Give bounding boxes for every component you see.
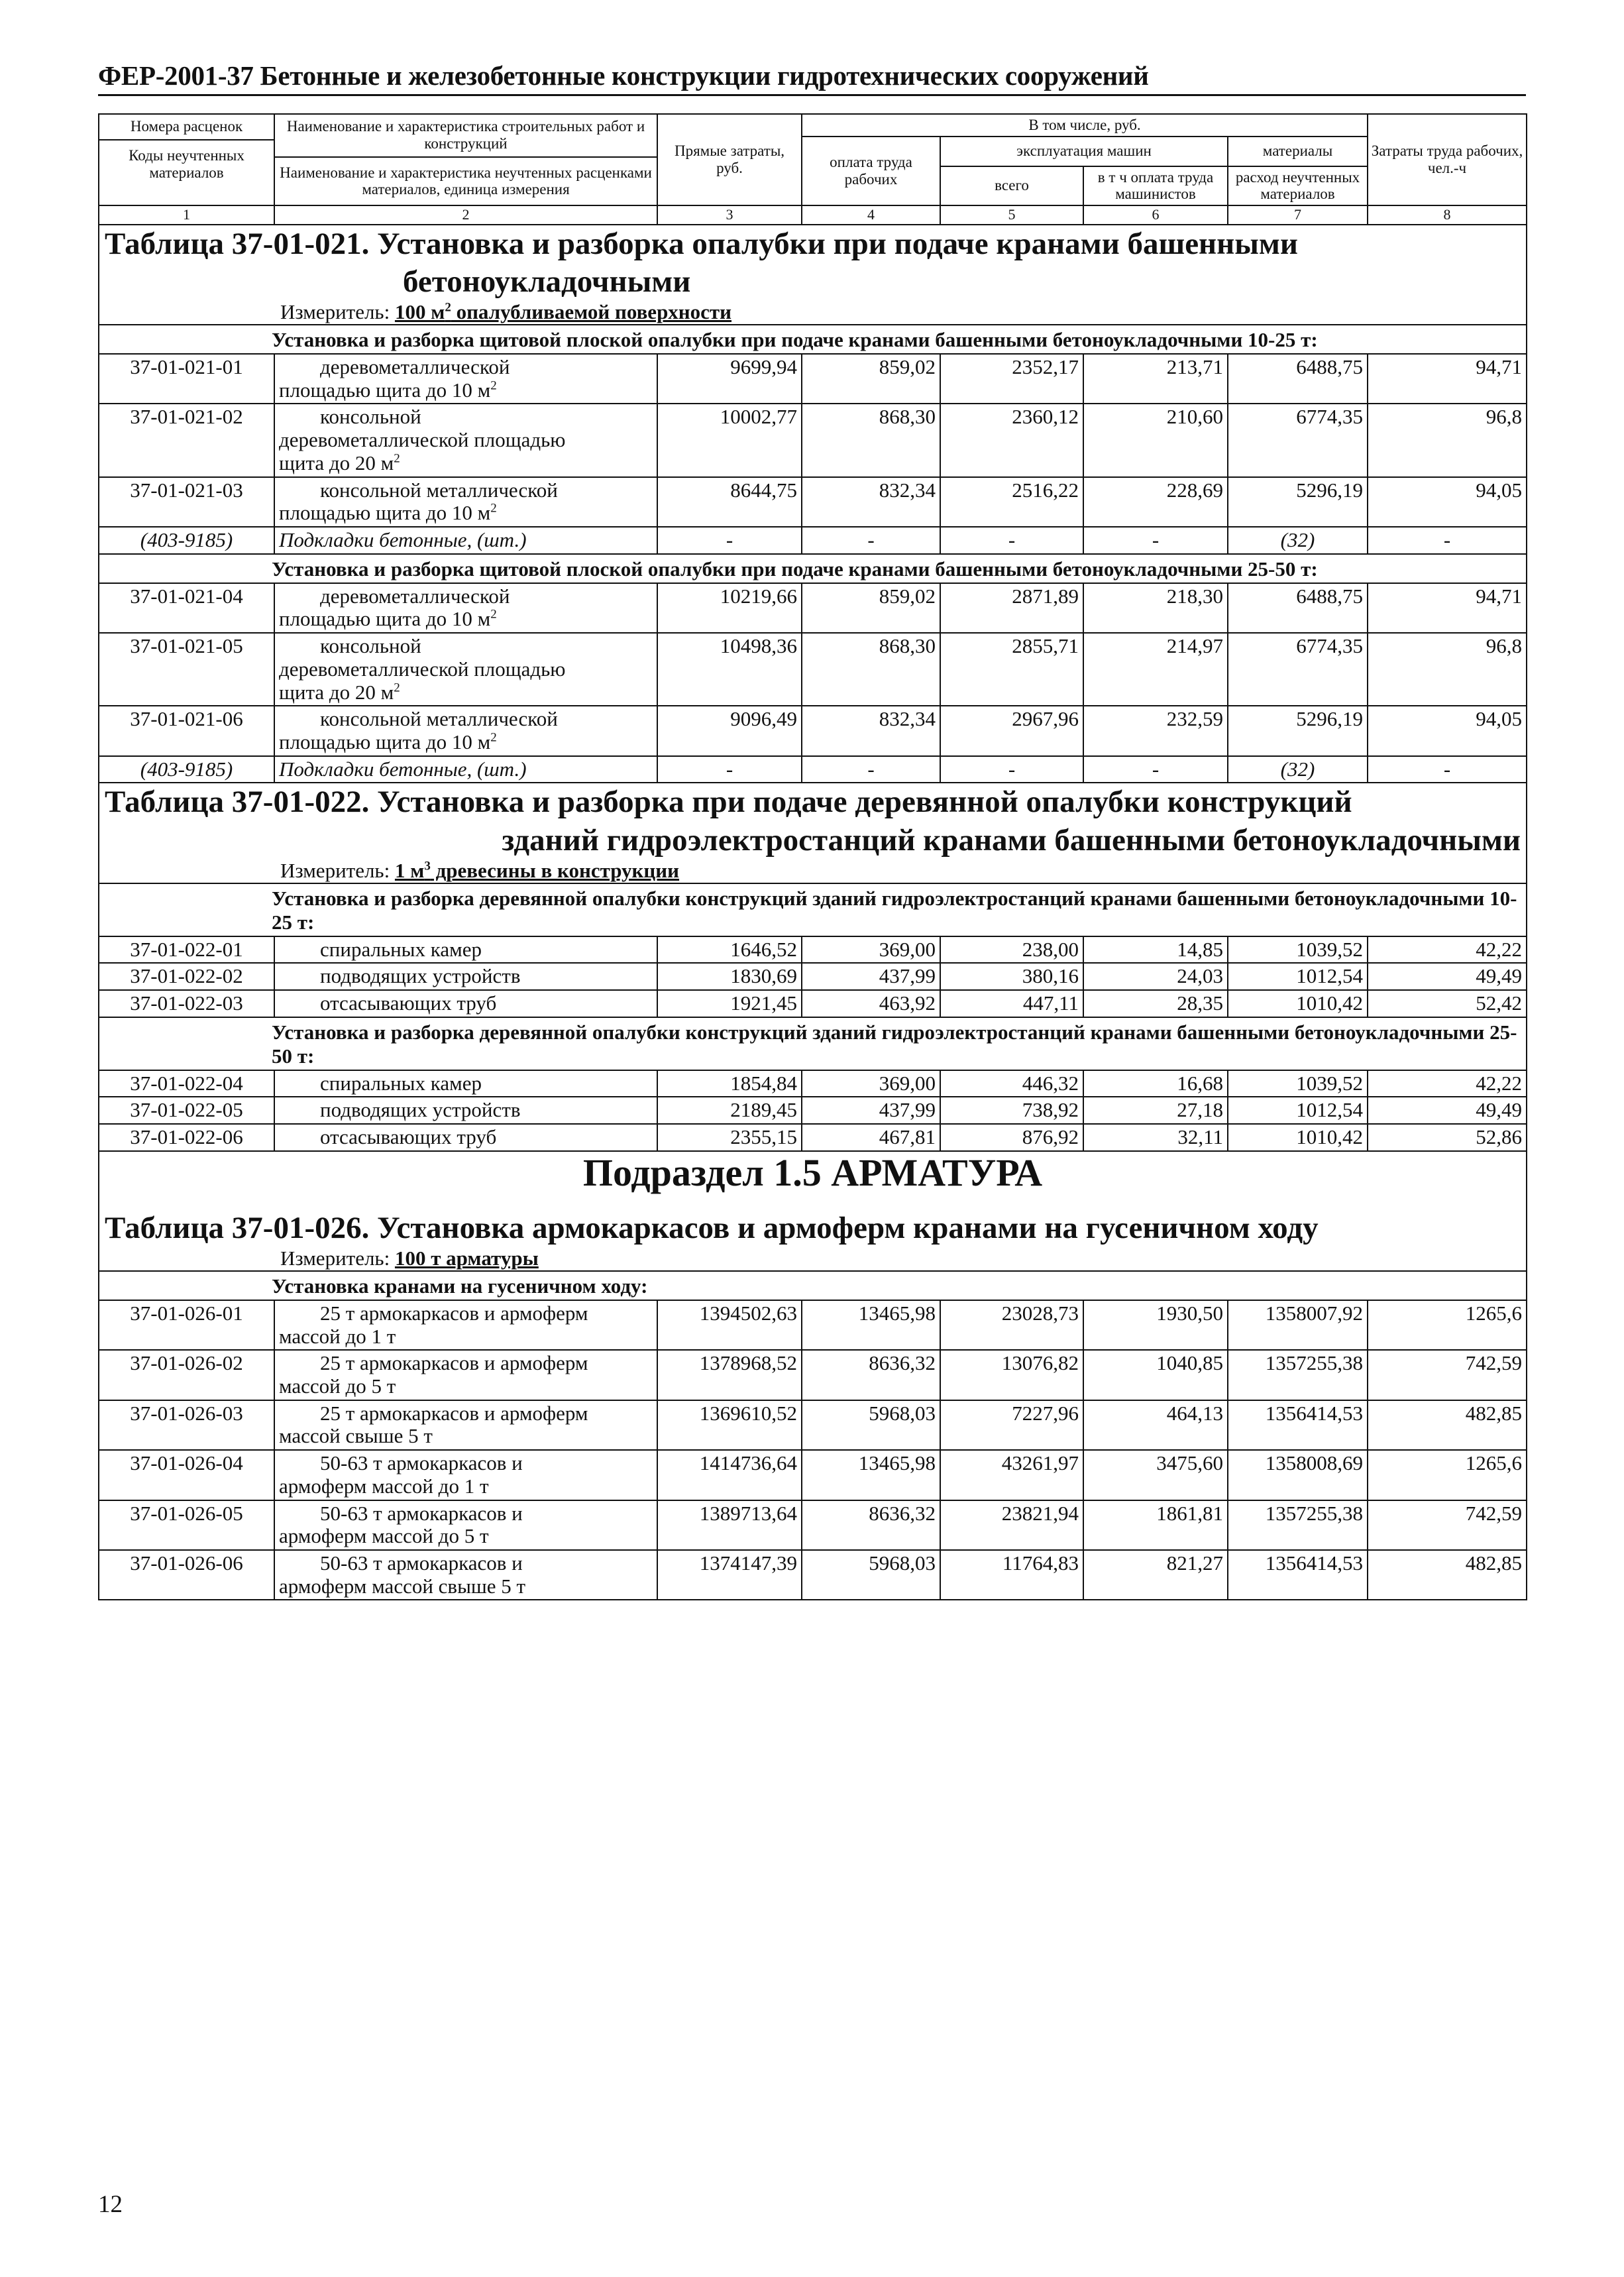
table022-title: Таблица 37-01-022. Установка и разборка при подаче деревянной опалубки конструкций зданий гидроэлектростанций кранами башенными бетоноукладочными — [99, 783, 1527, 860]
table-row: 37-01-026-06 50-63 т армокаркасов и армоферм массой свыше 5 т 1374147,39 5968,03 11764,83 821,27 1356414,53 482,85 — [99, 1550, 1527, 1600]
table026-title: Таблица 37-01-026. Установка армокаркасов и армоферм кранами на гусеничном ходу — [99, 1195, 1527, 1247]
table-row: 37-01-021-04 деревометаллической площадью щита до 10 $м^2$ 10219,66 859,02 2871,89 218,30 6488,75 94,71 — [99, 583, 1527, 633]
table021-measure-row — [99, 301, 1527, 325]
running-header: ФЕР-2001-37 Бетонные и железобетонные конструкции гидротехнических сооружений — [98, 60, 1526, 96]
header-col7: расход неучтенных материалов — [1228, 166, 1368, 206]
table-row: 37-01-026-02 25 т армокаркасов и армоферм массой до 5 т 1378968,52 8636,32 13076,82 1040,85 1357255,38 742,59 — [99, 1350, 1527, 1400]
table022-group-2: Установка и разборка деревянной опалубки конструкций зданий гидроэлектростанций кранами башенными бетоноукладочными 25-50 т: — [99, 1017, 1527, 1070]
header-incl: В том числе, руб. — [802, 114, 1368, 137]
table022-measure-row — [99, 860, 1527, 883]
page-number: 12 — [98, 2191, 123, 2218]
header-col2: Наименование и характеристика строительных работ и конструкций Наименование и характеристика неучтенных расценками материалов, единица измерения — [274, 114, 657, 205]
table-row: 37-01-021-03 консольной металлической площадью щита до 10 $м^2$ 8644,75 832,34 2516,22 228,69 5296,19 94,05 — [99, 477, 1527, 527]
table-row: 37-01-026-03 25 т армокаркасов и армоферм массой свыше 5 т 1369610,52 5968,03 7227,96 464,13 1356414,53 482,85 — [99, 1400, 1527, 1450]
table-row: 37-01-026-05 50-63 т армокаркасов и армоферм массой до 5 т 1389713,64 8636,32 23821,94 1861,81 1357255,38 742,59 — [99, 1500, 1527, 1550]
table021-group-1: Установка и разборка щитовой плоской опалубки при подаче кранами башенными бетоноукладочными 10-25 т: — [99, 325, 1527, 354]
subsection-title: Подраздел 1.5 АРМАТУРА — [99, 1151, 1527, 1195]
table021-title: Таблица 37-01-021. Установка и разборка опалубки при подаче кранами башенными бетоноукладочными — [99, 225, 1527, 302]
header-col5: всего — [940, 166, 1083, 206]
header-col3: Прямые затраты, руб. — [657, 114, 802, 205]
material-row: (403-9185) Подкладки бетонные, (шт.) - - - - (32) - — [99, 756, 1527, 783]
table026-measure: Измеритель: 100 т арматуры — [280, 1247, 539, 1270]
table-row: 37-01-022-06 отсасывающих труб 2355,15 467,81 876,92 32,11 1010,42 52,86 — [99, 1124, 1527, 1151]
header-materials: материалы — [1228, 137, 1368, 166]
table026-title-row — [99, 1195, 1527, 1247]
table022-group-1: Установка и разборка деревянной опалубки конструкций зданий гидроэлектростанций кранами башенными бетоноукладочными 10-25 т: — [99, 883, 1527, 936]
table022-title-row — [99, 783, 1527, 860]
table-row: 37-01-021-01 деревометаллической площадью щита до 10 $м^2$ 9699,94 859,02 2352,17 213,71 6488,75 94,71 — [99, 354, 1527, 404]
table021-group-2: Установка и разборка щитовой плоской опалубки при подаче кранами башенными бетоноукладочными 25-50 т: — [99, 554, 1527, 583]
header-machines: эксплуатация машин — [940, 137, 1228, 166]
subsection-row — [99, 1151, 1527, 1195]
table-row: 37-01-022-01 спиральных камер 1646,52 369,00 238,00 14,85 1039,52 42,22 — [99, 936, 1527, 964]
header-col8: Затраты труда рабочих, чел.-ч — [1368, 114, 1527, 205]
header-col1: Номера расценок Коды неучтенных материалов — [99, 114, 274, 205]
column-numbers-row: 1 2 3 4 5 6 7 8 — [99, 205, 1527, 225]
table-row: 37-01-022-04 спиральных камер 1854,84 369,00 446,32 16,68 1039,52 42,22 — [99, 1070, 1527, 1097]
table-row: 37-01-021-06 консольной металлической площадью щита до 10 $м^2$ 9096,49 832,34 2967,96 232,59 5296,19 94,05 — [99, 706, 1527, 755]
table-row: 37-01-021-05 консольной деревометаллической площадью щита до 20 $м^2$ 10498,36 868,30 2855,71 214,97 6774,35 96,8 — [99, 633, 1527, 706]
table021-title-row — [99, 225, 1527, 302]
table-header-row-1 — [99, 114, 1527, 137]
table-row: 37-01-022-02 подводящих устройств 1830,69 437,99 380,16 24,03 1012,54 49,49 — [99, 963, 1527, 990]
table-row: 37-01-022-03 отсасывающих труб 1921,45 463,92 447,11 28,35 1010,42 52,42 — [99, 990, 1527, 1017]
header-col4: оплата труда рабочих — [802, 137, 940, 205]
table026-group-1: Установка кранами на гусеничном ходу: — [99, 1271, 1527, 1300]
material-row: (403-9185) Подкладки бетонные, (шт.) - - - - (32) - — [99, 527, 1527, 554]
table-row: 37-01-021-02 консольной деревометаллической площадью щита до 20 $м^2$ 10002,77 868,30 2360,12 210,60 6774,35 96,8 — [99, 404, 1527, 476]
table-row: 37-01-026-04 50-63 т армокаркасов и армоферм массой до 1 т 1414736,64 13465,98 43261,97 3475,60 1358008,69 1265,6 — [99, 1450, 1527, 1500]
price-table — [98, 113, 1527, 1600]
table022-measure: Измеритель: 1 $м^3$ древесины в конструкции — [280, 859, 680, 883]
table026-measure-row — [99, 1247, 1527, 1271]
table-row: 37-01-026-01 25 т армокаркасов и армоферм массой до 1 т 1394502,63 13465,98 23028,73 1930,50 1358007,92 1265,6 — [99, 1300, 1527, 1350]
table-row: 37-01-022-05 подводящих устройств 2189,45 437,99 738,92 27,18 1012,54 49,49 — [99, 1097, 1527, 1124]
header-col6: в т ч оплата труда машинистов — [1083, 166, 1228, 206]
document-page — [98, 60, 1526, 1600]
table021-measure: Измеритель: 100 $м^2$ опалубливаемой поверхности — [280, 300, 732, 324]
